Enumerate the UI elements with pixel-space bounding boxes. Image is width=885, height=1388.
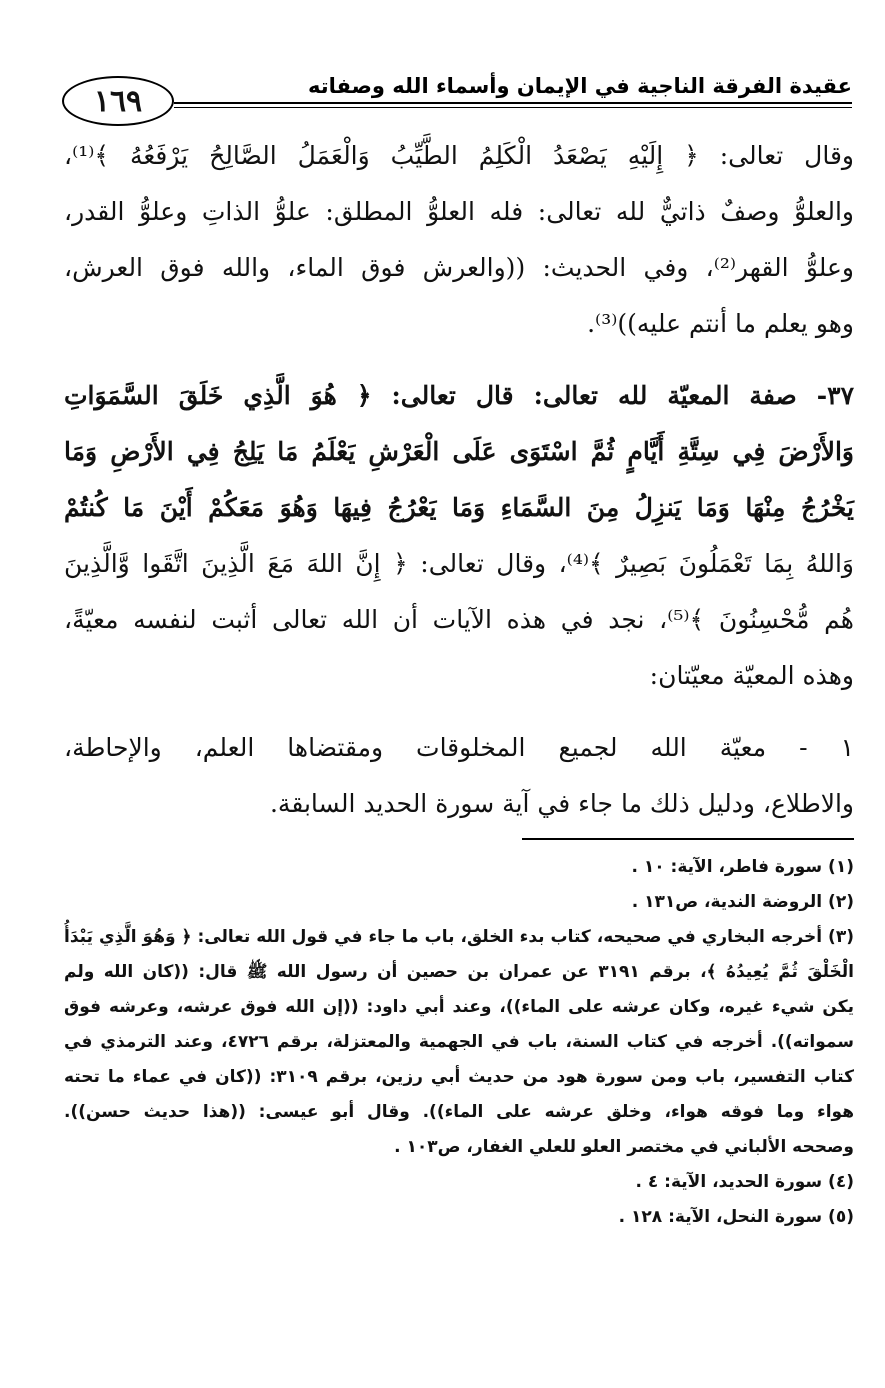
running-title: عقيدة الفرقة الناجية في الإيمان وأسماء الله وصفاته [307,74,852,98]
text-line: وَالأَرْضَ فِي سِتَّةِ أَيَّامٍ ثُمَّ اسْتَوَى عَلَى الْعَرْشِ يَعْلَمُ مَا يَلِجُ فِي الأَرْضِ وَمَا [64,437,854,466]
footnote-line: (٣) أخرجه البخاري في صحيحه، كتاب بدء الخلق، باب ما جاء في قول الله تعالى: ﴿ وَهُوَ الَّذِي يَبْدَأُ [64,927,854,947]
paragraph-2 [64,368,854,704]
footnotes [64,850,854,1235]
paragraph-3 [64,720,854,832]
footnote-1: (١) سورة فاطر، الآية: ١٠ . [631,857,854,877]
page-header [62,60,852,126]
text-line: وقال تعالى: ﴿ إِلَيْهِ يَصْعَدُ الْكَلِمُ الطَّيِّبُ وَالْعَمَلُ الصَّالِحُ يَرْفَعُهُ ﴾⁽¹⁾، [64,141,854,170]
footnote-line: كتاب التفسير، باب ومن سورة هود من حديث أبي رزين، برقم ٣١٠٩: ((كان في عماء ما تحته [64,1067,855,1087]
footnote-3 [64,920,854,1165]
text-line: والعلوُّ وصفٌ ذاتيٌّ لله تعالى: فله العلوُّ المطلق: علوُّ الذاتِ وعلوُّ القدر، [64,197,854,226]
text-line: وعلوُّ القهر⁽²⁾، وفي الحديث: ((والعرش فوق الماء، والله فوق العرش، [64,253,854,282]
page-number: ١٦٩ [62,76,174,126]
footnote-line: هواء وما فوقه هواء، وخلق عرشه على الماء)). وقال أبو عيسى: ((هذا حديث حسن)). [64,1102,854,1122]
footnote-line: الْخَلْقَ ثُمَّ يُعِيدُهُ ﴾، برقم ٣١٩١ عن عمران بن حصين أن رسول الله ﷺ قال: ((كان الله ولم [64,962,854,982]
text-line: وهو يعلم ما أنتم عليه))⁽³⁾. [587,309,854,338]
main-text [64,128,854,832]
text-line: وهذه المعيّة معيّتان: [649,661,854,690]
footnote-separator [522,838,854,840]
section-heading-line: ٣٧- صفة المعيّة لله تعالى: قال تعالى: ﴿ هُوَ الَّذِي خَلَقَ السَّمَوَاتِ [64,381,854,410]
text-line: هُم مُّحْسِنُونَ ﴾⁽⁵⁾، نجد في هذه الآيات أن الله تعالى أثبت لنفسه معيّةً، [64,605,854,634]
footnote-2: (٢) الروضة الندية، ص١٣١ . [631,892,854,912]
footnote-line: وصححه الألباني في مختصر العلو للعلي الغفار، ص١٠٣ . [394,1137,854,1157]
footnote-line: يكن شيء غيره، وكان عرشه على الماء))، وعند أبي داود: ((إن الله فوق عرشه، وعرشه فوق [64,997,854,1017]
text-line: يَخْرُجُ مِنْهَا وَمَا يَنزِلُ مِنَ السَّمَاءِ وَمَا يَعْرُجُ فِيهَا وَهُوَ مَعَكُمْ أَيْنَ مَا كُنتُمْ [64,493,854,522]
paragraph-1 [64,128,854,352]
footnote-line: سمواته)). أخرجه في كتاب السنة، باب في الجهمية والمعتزلة، برقم ٤٧٢٦، وعند الترمذي في [64,1032,854,1052]
footnote-4: (٤) سورة الحديد، الآية: ٤ . [635,1172,854,1192]
text-line: وَاللهُ بِمَا تَعْمَلُونَ بَصِيرٌ ﴾⁽⁴⁾، وقال تعالى: ﴿ إِنَّ اللهَ مَعَ الَّذِينَ اتَّقَوا وَّالَّذِينَ [64,549,854,578]
text-line: والاطلاع، ودليل ذلك ما جاء في آية سورة الحديد السابقة. [269,789,854,818]
header-rule [174,102,852,108]
text-line: ١ - معيّة الله لجميع المخلوقات ومقتضاها العلم، والإحاطة، [64,733,854,762]
footnote-5: (٥) سورة النحل، الآية: ١٢٨ . [618,1207,854,1227]
